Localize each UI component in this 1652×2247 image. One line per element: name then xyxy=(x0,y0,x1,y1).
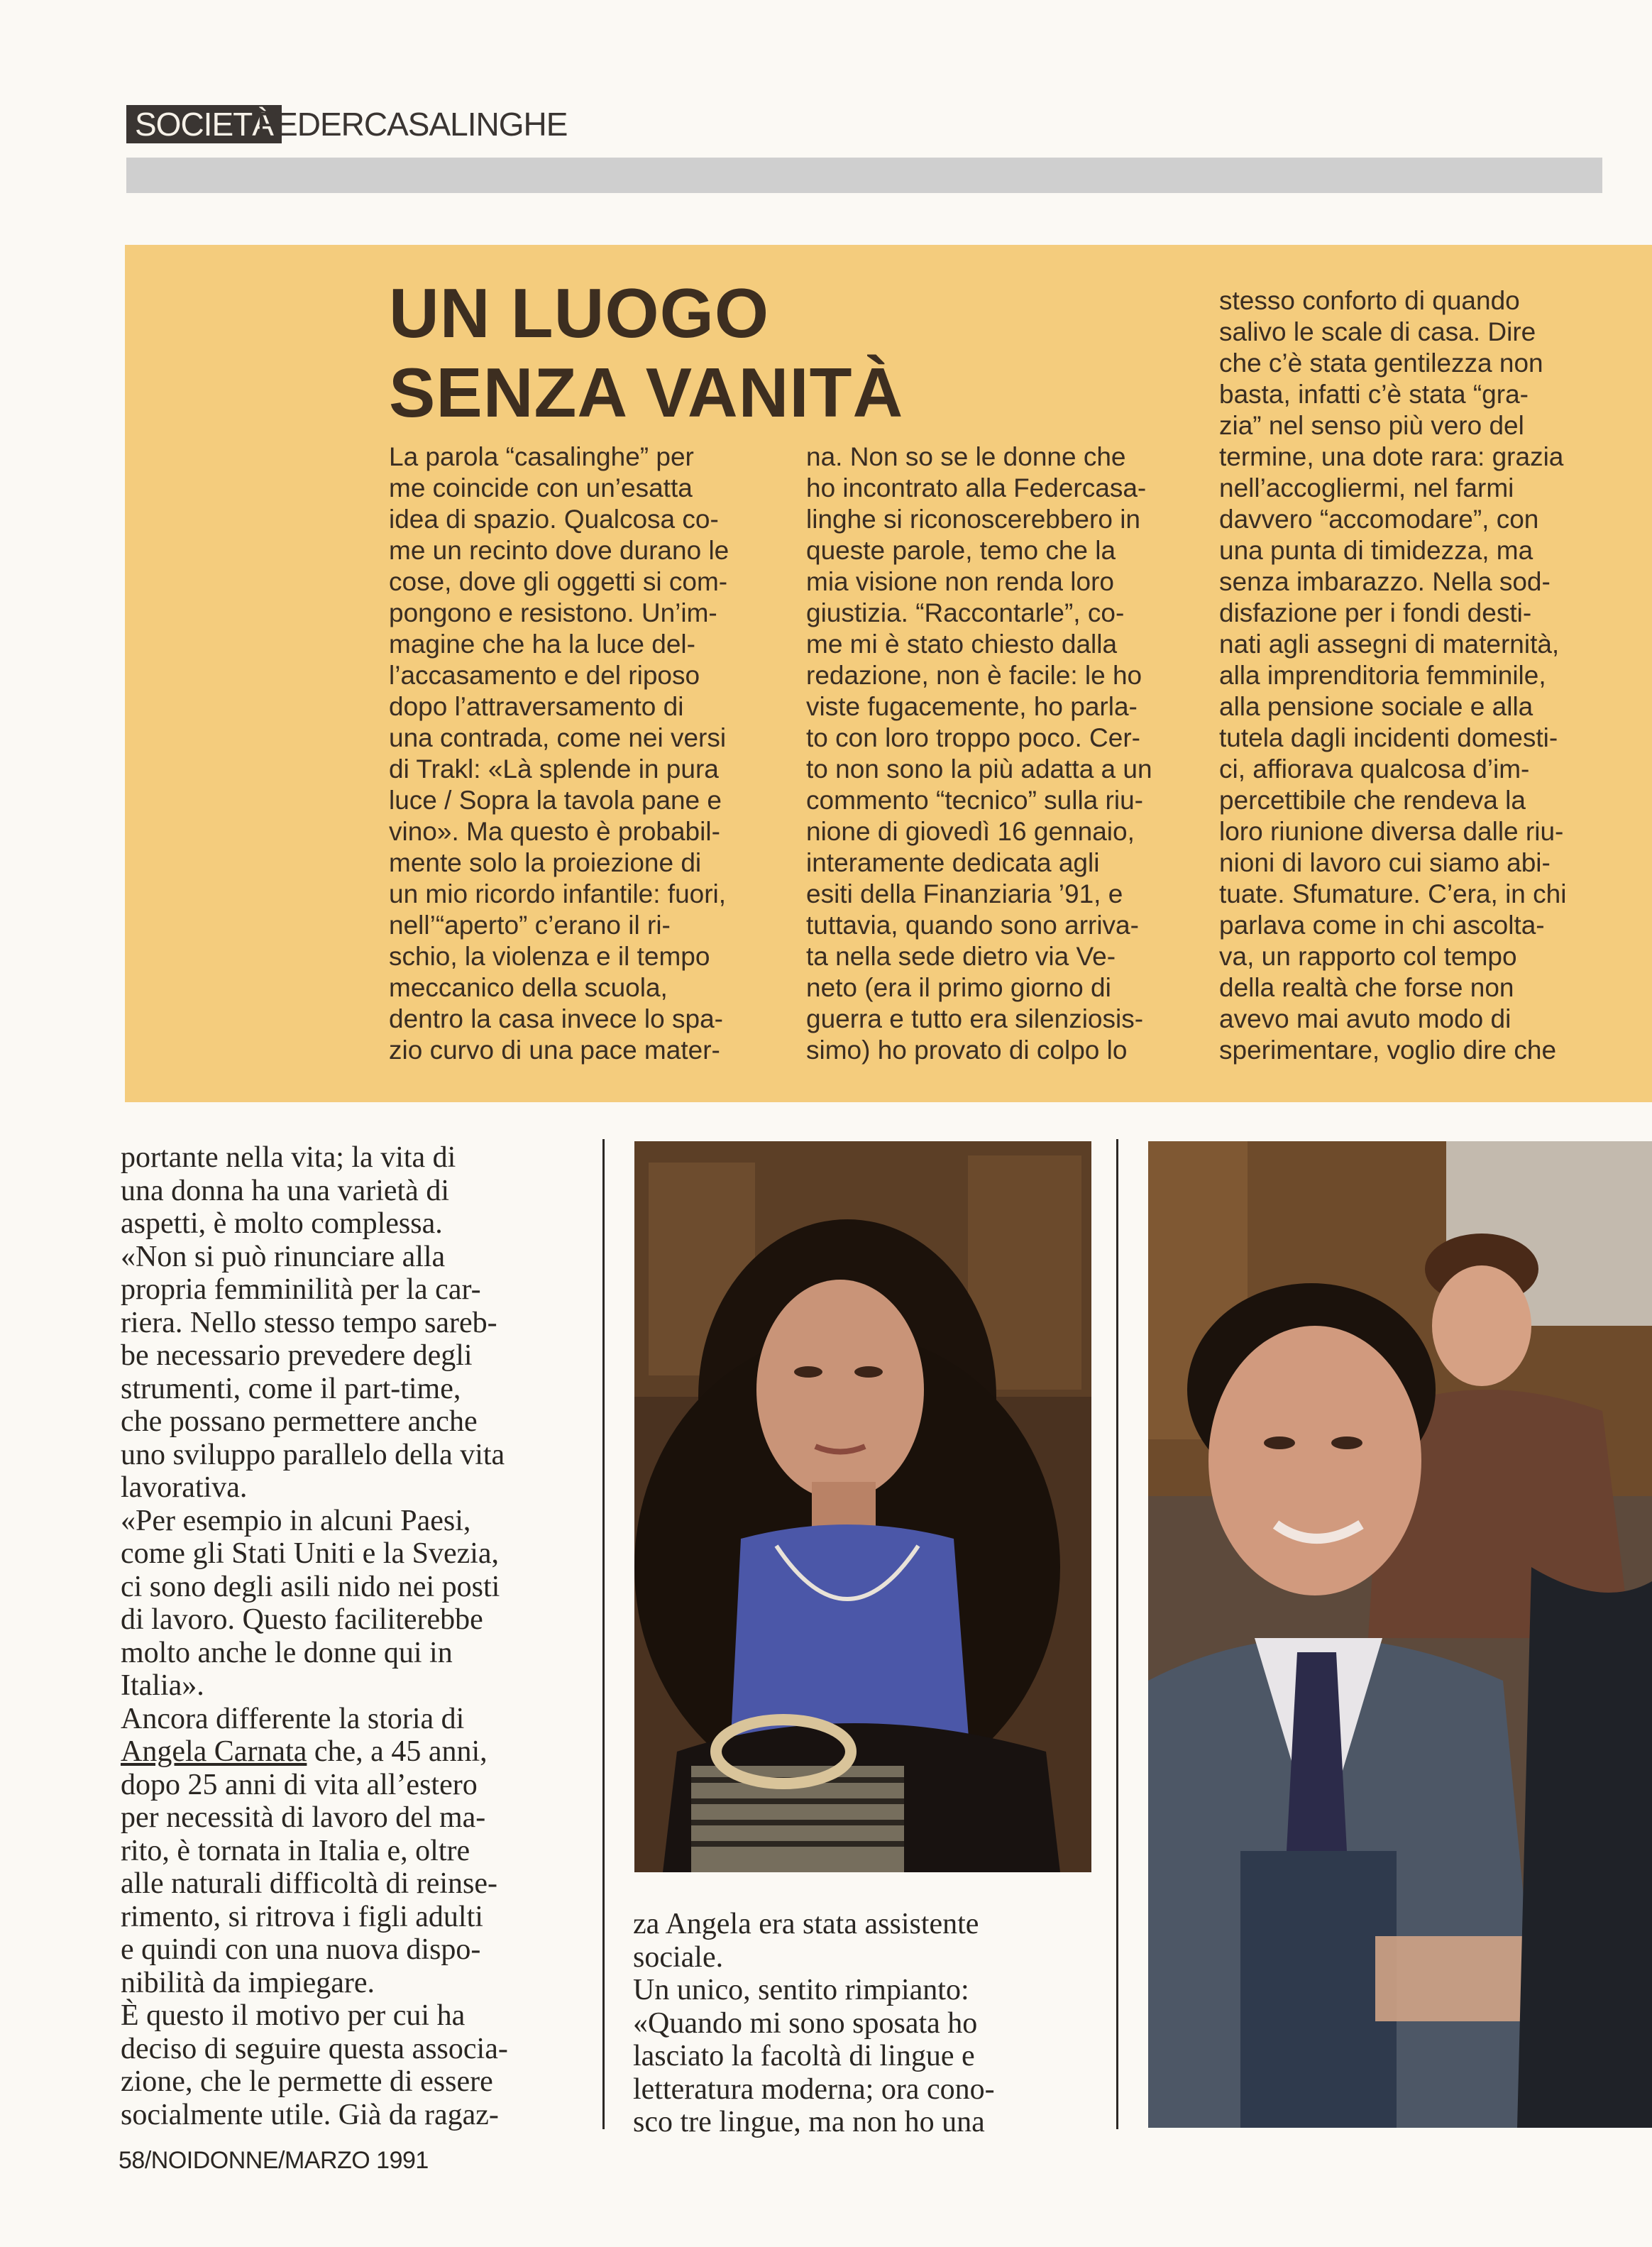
text-line: «Per esempio in alcuni Paesi, xyxy=(121,1504,471,1537)
text-line: uno sviluppo parallelo della vita xyxy=(121,1438,505,1471)
text-line: La parola “casalinghe” per xyxy=(389,442,694,471)
text-line: avevo mai avuto modo di xyxy=(1219,1004,1511,1033)
text-line: ho incontrato alla Federcasa- xyxy=(806,473,1147,502)
text-line: meccanico della scuola, xyxy=(389,973,668,1002)
text-line: luce / Sopra la tavola pane e xyxy=(389,786,722,815)
text-line: interamente dedicata agli xyxy=(806,848,1100,877)
text-line: tutela dagli incidenti domesti- xyxy=(1219,723,1558,752)
text-line: alla pensione sociale e alla xyxy=(1219,692,1533,721)
text-line: mia visione non renda loro xyxy=(806,567,1114,596)
text-line: loro riunione diversa dalle riu- xyxy=(1219,817,1564,846)
text-line: nione di giovedì 16 gennaio, xyxy=(806,817,1135,846)
headline-line-1: UN LUOGO xyxy=(389,274,770,352)
text-line: letteratura moderna; ora cono- xyxy=(633,2072,995,2106)
text-line: strumenti, come il part-time, xyxy=(121,1372,461,1405)
text-line: pongono e resistono. Un’im- xyxy=(389,598,717,627)
text-line: davvero “accomodare”, con xyxy=(1219,505,1539,534)
text-line: salivo le scale di casa. Dire xyxy=(1219,317,1536,346)
text-line: queste parole, temo che la xyxy=(806,536,1116,565)
text-line: Un unico, sentito rimpianto: xyxy=(633,1974,969,2006)
text-line: zione, che le permette di essere xyxy=(121,2065,493,2098)
article-headline xyxy=(389,273,903,432)
text-line: sperimentare, voglio dire che xyxy=(1219,1035,1557,1065)
section-tag: SOCIETÀ xyxy=(126,105,282,143)
text-line: lavorativa. xyxy=(121,1471,248,1504)
text-line: linghe si riconoscerebbero in xyxy=(806,505,1140,534)
text-line: zia” nel senso più vero del xyxy=(1219,411,1524,440)
text-line: rito, è tornata in Italia e, oltre xyxy=(121,1834,470,1867)
text-line: va, un rapporto col tempo xyxy=(1219,942,1517,971)
text-line: redazione, non è facile: le ho xyxy=(806,661,1142,690)
text-line: idea di spazio. Qualcosa co- xyxy=(389,505,719,534)
text-line: giustizia. “Raccontarle”, co- xyxy=(806,598,1125,627)
photo-woman xyxy=(634,1141,1091,1872)
text-line: termine, una dote rara: grazia xyxy=(1219,442,1564,471)
photo-woman-illustration xyxy=(634,1141,1091,1872)
feature-column-3 xyxy=(1219,285,1602,1066)
text-line: esiti della Finanziaria ’91, e xyxy=(806,879,1123,908)
photo-man-illustration xyxy=(1148,1141,1652,2128)
text-line: to non sono la più adatta a un xyxy=(806,754,1152,784)
text-line: stesso conforto di quando xyxy=(1219,286,1520,315)
text-line: vino». Ma questo è probabil- xyxy=(389,817,720,846)
text-line: della realtà che forse non xyxy=(1219,973,1514,1002)
feature-column-2 xyxy=(806,441,1185,1066)
text-line: deciso di seguire questa associa- xyxy=(121,2032,508,2065)
column-rule xyxy=(1116,1139,1118,2129)
text-line: un mio ricordo infantile: fuori, xyxy=(389,879,727,908)
text-line: sociale. xyxy=(633,1940,724,1974)
text-line: che possano permettere anche xyxy=(121,1405,478,1438)
text-line: dopo 25 anni di vita all’estero xyxy=(121,1768,478,1801)
text-line: disfazione per i fondi desti- xyxy=(1219,598,1532,627)
text-line: dentro la casa invece lo spa- xyxy=(389,1004,723,1033)
text-line: una donna ha una varietà di xyxy=(121,1174,449,1207)
text-line: me coincide con un’esatta xyxy=(389,473,693,502)
text-line: viste fugacemente, ho parla- xyxy=(806,692,1138,721)
text-line: che c’è stata gentilezza non xyxy=(1219,348,1543,378)
text-line: to con loro troppo poco. Cer- xyxy=(806,723,1140,752)
person-name: Angela Carnata xyxy=(121,1735,307,1768)
text-line: na. Non so se le donne che xyxy=(806,442,1126,471)
text-line: l’accasamento e del riposo xyxy=(389,661,700,690)
page-folio: 58/NOIDONNE/MARZO 1991 xyxy=(119,2147,429,2174)
text-line: molto anche le donne qui in xyxy=(121,1636,453,1669)
text-line: tuate. Sfumature. C’era, in chi xyxy=(1219,879,1567,908)
section-title: FEDERCASALINGHE xyxy=(257,106,568,143)
column-rule xyxy=(602,1139,605,2129)
text-line: Ancora differente la storia di xyxy=(121,1702,465,1735)
photo-man xyxy=(1148,1141,1652,2128)
text-line: magine che ha la luce del- xyxy=(389,630,695,659)
text-line: Italia». xyxy=(121,1669,204,1702)
text-line: basta, infatti c’è stata “gra- xyxy=(1219,380,1529,409)
text-line: come gli Stati Uniti e la Svezia, xyxy=(121,1537,500,1570)
text-line: nell’accogliermi, nel farmi xyxy=(1219,473,1514,502)
text-line: neto (era il primo giorno di xyxy=(806,973,1111,1002)
body-column-middle xyxy=(633,1908,1087,2139)
text-line: percettibile che rendeva la xyxy=(1219,786,1526,815)
text-line: nioni di lavoro cui siamo abi- xyxy=(1219,848,1551,877)
text-line: nibilità da impiegare. xyxy=(121,1966,375,1999)
text-line: È questo il motivo per cui ha xyxy=(121,1999,466,2032)
text-line: ci, affiorava qualcosa d’im- xyxy=(1219,754,1530,784)
text-line: nati agli assegni di maternità, xyxy=(1219,630,1560,659)
text-line: «Non si può rinunciare alla xyxy=(121,1240,446,1273)
text-line: propria femminilità per la car- xyxy=(121,1273,481,1306)
feature-column-1 xyxy=(389,441,766,1066)
text-line: senza imbarazzo. Nella sod- xyxy=(1219,567,1551,596)
text-line: e quindi con una nuova dispo- xyxy=(121,1933,481,1966)
text-line: portante nella vita; la vita di xyxy=(121,1141,456,1174)
text-line: commento “tecnico” sulla riu- xyxy=(806,786,1143,815)
text-line: ci sono degli asili nido nei posti xyxy=(121,1570,500,1603)
text-line: socialmente utile. Già da ragaz- xyxy=(121,2098,499,2131)
text-line: di lavoro. Questo faciliterebbe xyxy=(121,1603,483,1636)
text-line: parlava come in chi ascolta- xyxy=(1219,911,1545,940)
text-line: mente solo la proiezione di xyxy=(389,848,702,877)
text-line: una contrada, come nei versi xyxy=(389,723,727,752)
text-line: di Trakl: «Là splende in pura xyxy=(389,754,719,784)
text-line: za Angela era stata assistente xyxy=(633,1908,979,1940)
text-line: tuttavia, quando sono arriva- xyxy=(806,911,1139,940)
text-line: nell’“aperto” c’erano il ri- xyxy=(389,911,671,940)
text-line: simo) ho provato di colpo lo xyxy=(806,1035,1128,1065)
body-column-left xyxy=(121,1141,575,2131)
text-line: per necessità di lavoro del ma- xyxy=(121,1801,486,1834)
text-line: be necessario prevedere degli xyxy=(121,1339,473,1372)
text-line: zio curvo di una pace mater- xyxy=(389,1035,720,1065)
text-line: me mi è stato chiesto dalla xyxy=(806,630,1118,659)
text-line: me un recinto dove durano le xyxy=(389,536,729,565)
text-line: riera. Nello stesso tempo sareb- xyxy=(121,1306,497,1339)
header-band xyxy=(126,158,1602,193)
text-line: guerra e tutto era silenziosis- xyxy=(806,1004,1144,1033)
text-line: sco tre lingue, ma non ho una xyxy=(633,2106,985,2138)
text-line: rimento, si ritrova i figli adulti xyxy=(121,1900,483,1933)
text-line xyxy=(121,1735,575,1769)
headline-line-2: SENZA VANITÀ xyxy=(389,353,904,432)
text-fragment: che, a 45 anni, xyxy=(314,1735,488,1768)
text-line: alle naturali difficoltà di reinse- xyxy=(121,1867,498,1900)
text-line: schio, la violenza e il tempo xyxy=(389,942,710,971)
text-line: lasciato la facoltà di lingue e xyxy=(633,2040,975,2072)
text-line: dopo l’attraversamento di xyxy=(389,692,684,721)
text-line: alla imprenditoria femminile, xyxy=(1219,661,1546,690)
text-line: aspetti, è molto complessa. xyxy=(121,1207,443,1240)
text-line: cose, dove gli oggetti si com- xyxy=(389,567,728,596)
text-line: ta nella sede dietro via Ve- xyxy=(806,942,1116,971)
text-line: una punta di timidezza, ma xyxy=(1219,536,1533,565)
text-line: «Quando mi sono sposata ho xyxy=(633,2006,978,2040)
